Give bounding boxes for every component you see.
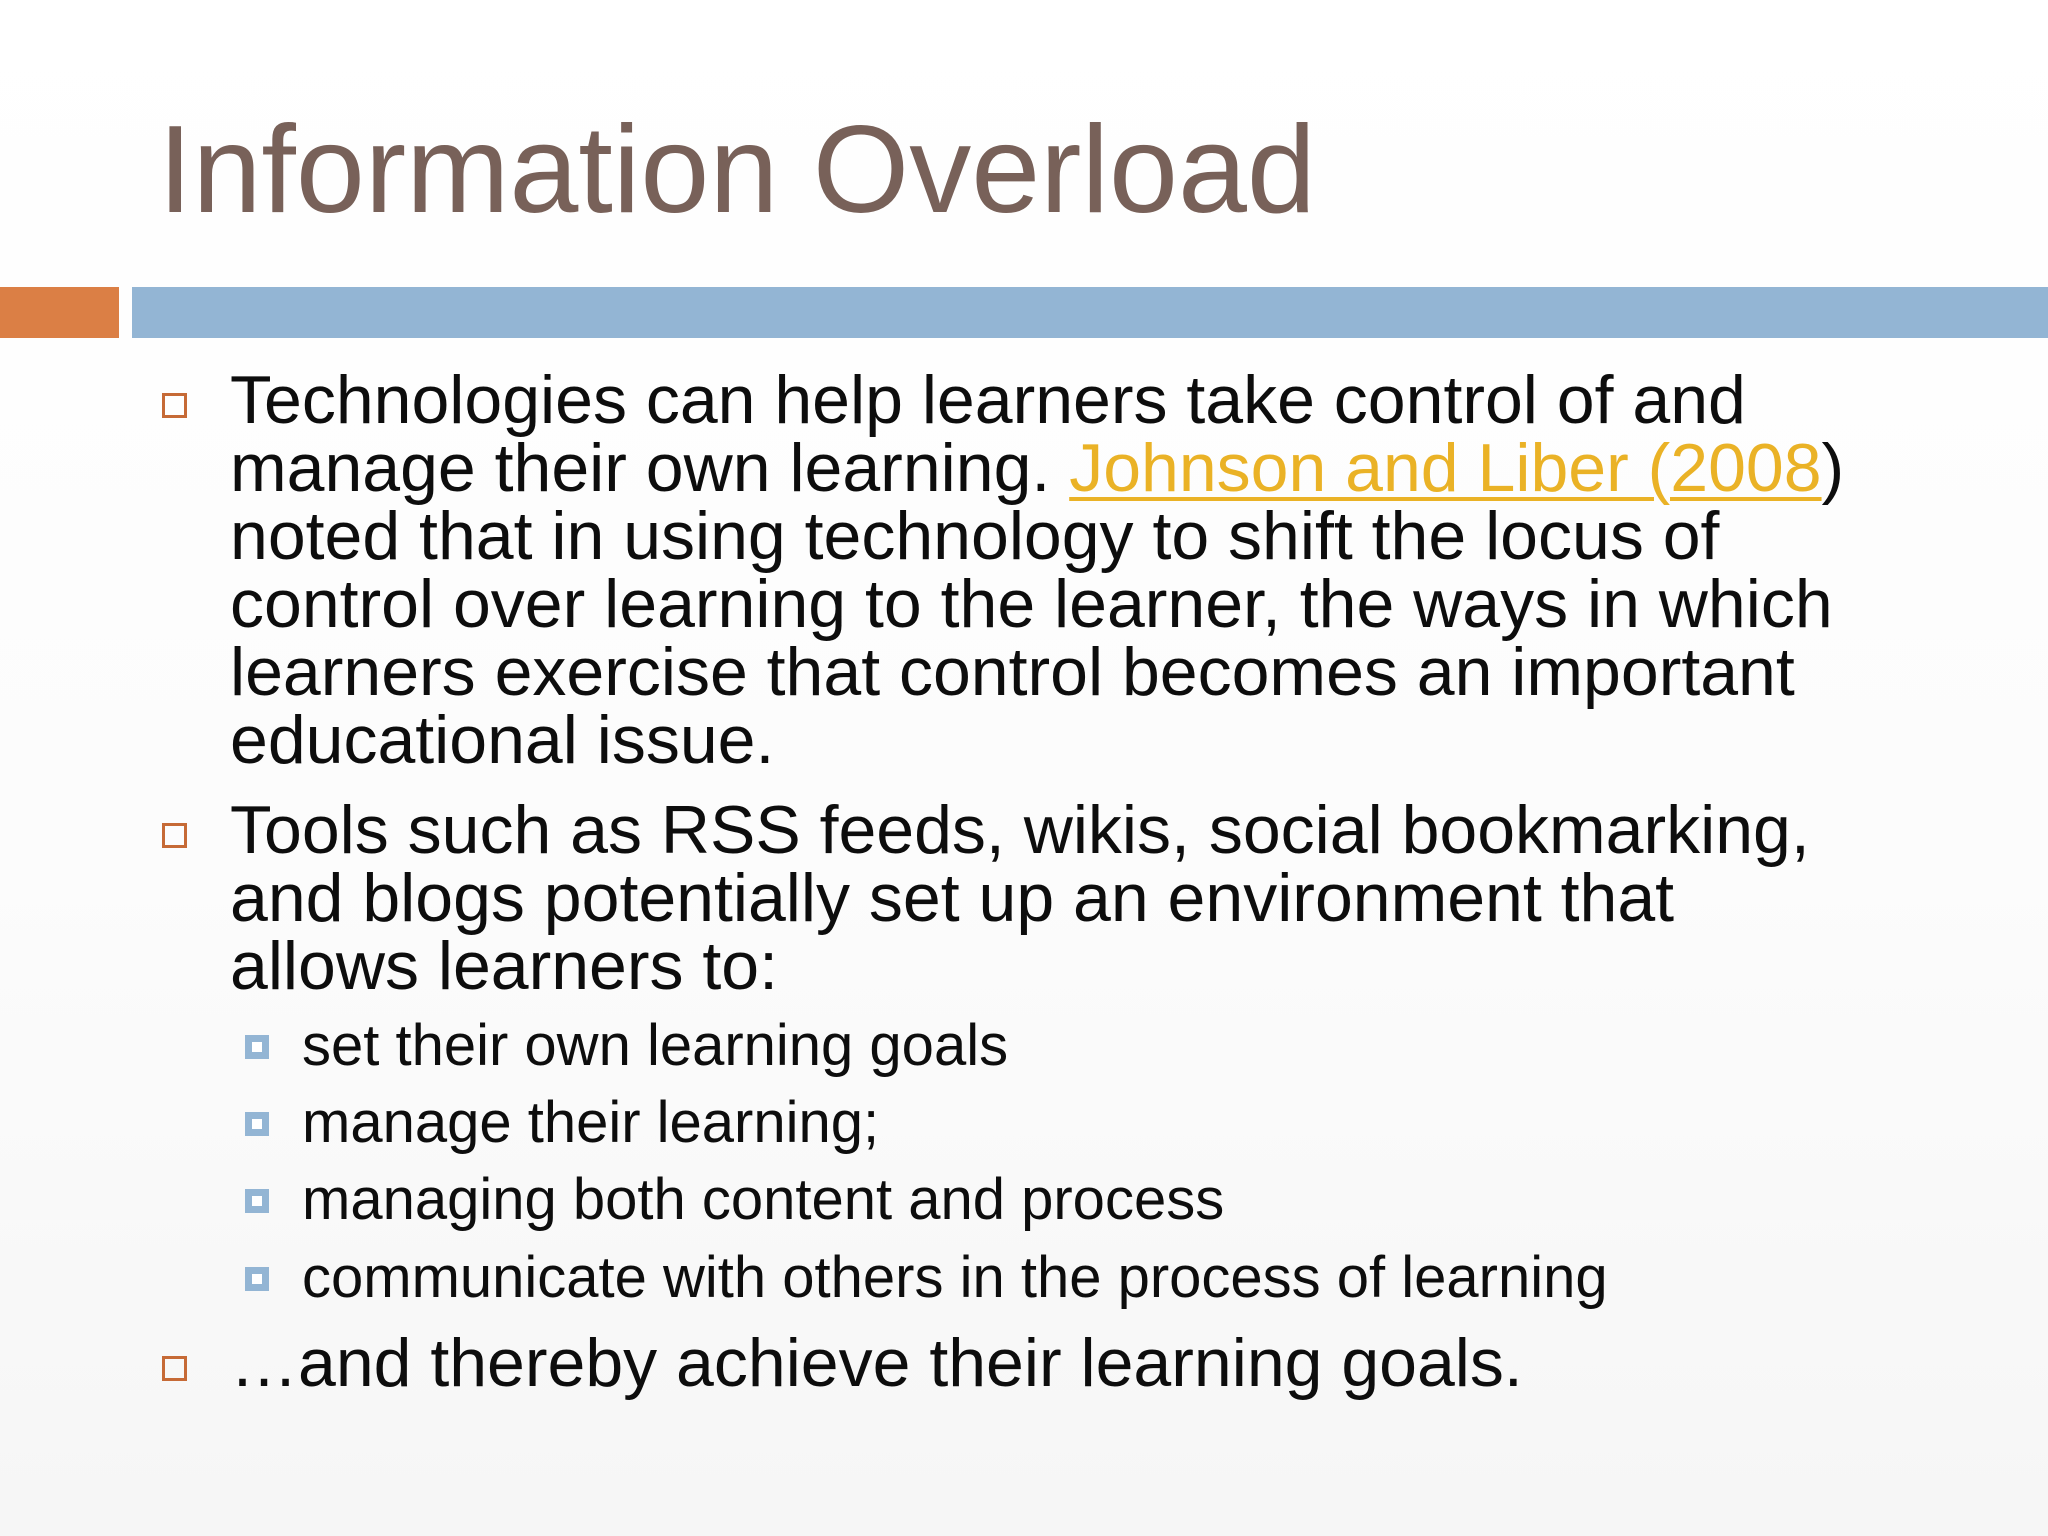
bullet-1	[230, 362, 1950, 778]
sub-bullet-2: manage their learning;	[302, 1090, 880, 1155]
sub-bullet-4: communicate with others in the process of learning	[302, 1245, 1608, 1310]
bullet-1-line-6: educational issue.	[230, 702, 775, 778]
bullet-2	[230, 792, 1950, 1004]
bullet-1-line-2-text: manage their own learning.	[230, 430, 1070, 506]
bullet-1-line-3: noted that in using technology to shift the locus of	[230, 498, 1720, 574]
bullet-1-line-4: control over learning to the learner, the ways in which	[230, 566, 1833, 642]
title-divider-band	[132, 287, 2048, 338]
bullet-square-icon	[162, 1356, 187, 1381]
bullet-1-line-5: learners exercise that control becomes an important	[230, 634, 1795, 710]
bullet-2-line-1: Tools such as RSS feeds, wikis, social bookmarking,	[230, 792, 1810, 868]
sub-bullet-3: managing both content and process	[302, 1167, 1225, 1232]
bullet-3-line-1: …and thereby achieve their learning goals.	[230, 1325, 1523, 1401]
slide-title: Information Overload	[158, 101, 1316, 239]
citation-link[interactable]: Johnson and Liber (2008	[1069, 430, 1822, 506]
bullet-3	[230, 1325, 1950, 1401]
bullet-1-line-2	[230, 430, 1950, 506]
title-accent-band	[0, 287, 119, 338]
bullet-2-line-2: and blogs potentially set up an environment that	[230, 860, 1675, 936]
sub-bullet-square-icon	[245, 1267, 269, 1291]
bullet-1-line-1: Technologies can help learners take control of and	[230, 362, 1746, 438]
bullet-2-line-3: allows learners to:	[230, 928, 779, 1004]
citation-close-paren: )	[1821, 430, 1845, 506]
bullet-square-icon	[162, 823, 187, 848]
sub-bullet-square-icon	[245, 1035, 269, 1059]
sub-bullet-square-icon	[245, 1189, 269, 1213]
bullet-square-icon	[162, 393, 187, 418]
sub-bullet-1: set their own learning goals	[302, 1013, 1009, 1078]
sub-bullet-square-icon	[245, 1112, 269, 1136]
